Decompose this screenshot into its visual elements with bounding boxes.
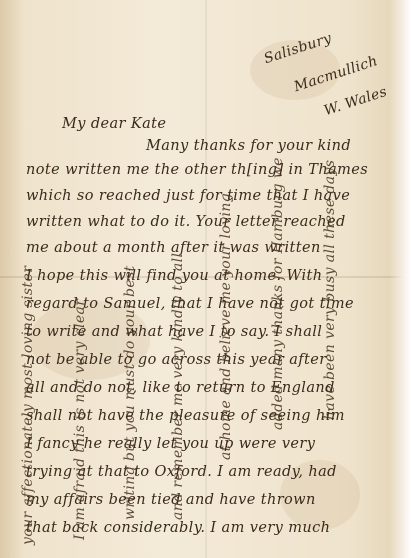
cross-line: at home and believe me your loving [218, 192, 234, 460]
body-line: I hope this will find you at home. With [26, 268, 323, 284]
body-line: note written me the other th[ing] in Thames [26, 162, 369, 178]
cross-line: have been very busy all these days [322, 159, 338, 420]
cross-line: writing but you must do your best [122, 265, 138, 520]
header-line: Salisbury [262, 30, 334, 68]
body-line: shall not have the pleasure of seeing him [26, 408, 345, 424]
body-line: which so reached just for time that I have [26, 188, 351, 204]
body-line: not be able to go across this year after [26, 352, 327, 368]
body-line: I fancy he really let you up were very [26, 436, 316, 452]
body-line: that back considerably. I am very much [26, 520, 331, 536]
cross-line: your affectionately most loving sister [20, 265, 36, 545]
cross-line: added many thanks for Hamburg we [270, 157, 286, 430]
header-line: W. Wales [322, 83, 390, 120]
body-line: regard to Samuel, that I have not got time [26, 296, 355, 312]
cross-line: I am afraid this is not very clear [72, 298, 88, 540]
body-line: Many thanks for your kind [146, 138, 352, 154]
body-line: written what to do it. Your letter reached [26, 214, 346, 230]
header-line: Macmullich [292, 53, 380, 96]
body-line: my affairs been tied and have thrown [26, 492, 316, 508]
body-line: all and do not, like to return to England [26, 380, 335, 396]
cross-line: and remember me very kindly to all [170, 252, 186, 520]
salutation: My dear Kate [62, 116, 167, 132]
body-line: to write and what have I to say. I shall [26, 324, 323, 340]
body-line: me about a month after it was written [26, 240, 321, 256]
body-line: trying at that to Oxford. I am ready, had [26, 464, 337, 480]
